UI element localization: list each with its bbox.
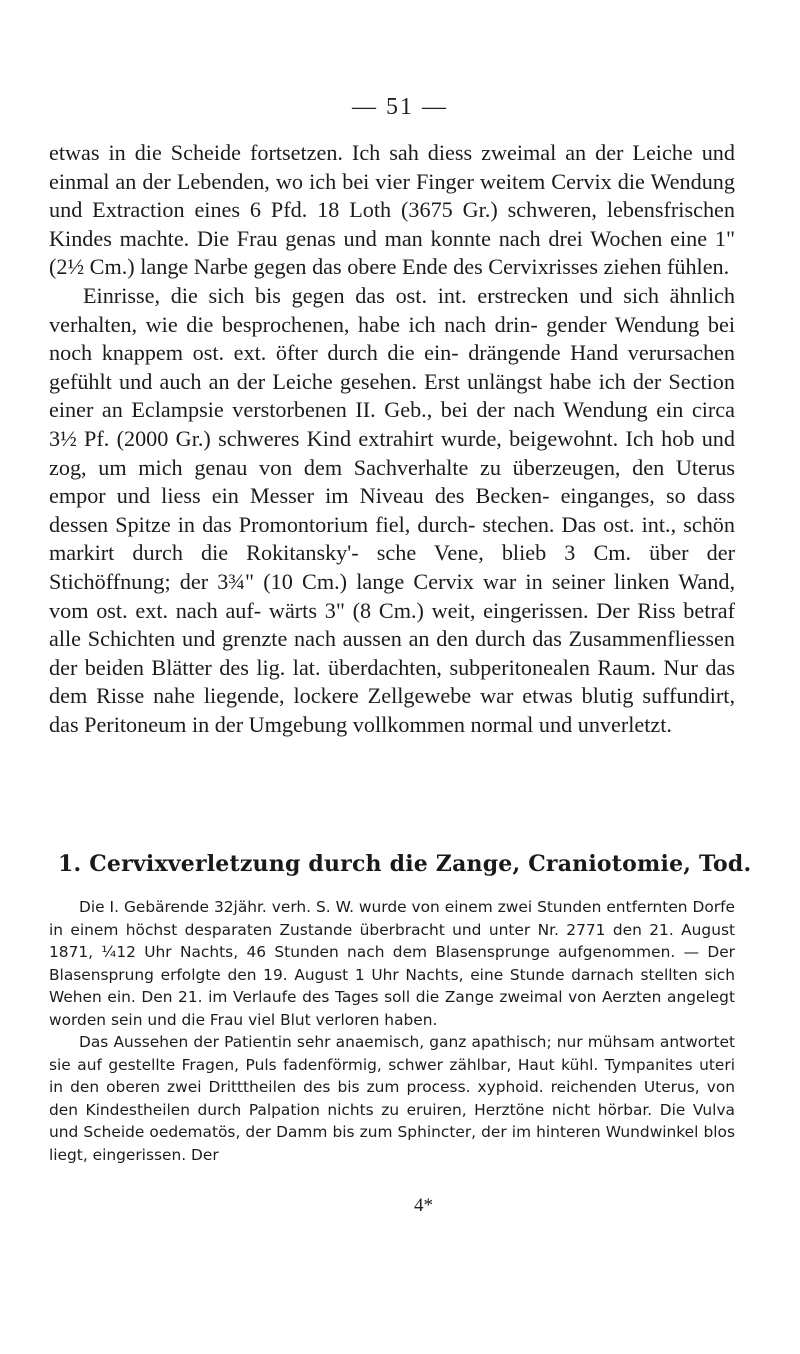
main-text	[49, 139, 735, 739]
paragraph: etwas in die Scheide fortsetzen. Ich sah diess zweimal an der Leiche und einmal an der Lebenden, wo ich bei vier Finger weitem Cervix die Wendung und Extraction eines 6 Pfd. 18 Loth (3675 Gr.) schweren, lebensfrischen Kindes machte. Die Frau genas und man konnte nach drei Wochen eine 1" (2½ Cm.) lange Narbe gegen das obere Ende des Cervixrisses ziehen fühlen.	[49, 140, 735, 280]
section-heading: 1. Cervixverletzung durch die Zange, Craniotomie, Tod.	[58, 851, 752, 877]
case-report	[49, 896, 735, 1166]
sheet-signature: 4*	[414, 1195, 433, 1216]
paragraph: Die I. Gebärende 32jähr. verh. S. W. wurde von einem zwei Stunden entfernten Dorfe in einem höchst desparaten Zustande überbracht und unter Nr. 2771 den 21. August 1871, ¼12 Uhr Nachts, 46 Stunden nach dem Blasensprunge aufgenommen. — Der Blasensprung erfolgte den 19. August 1 Uhr Nachts, eine Stunde darnach stellten sich Wehen ein. Den 21. im Verlaufe des Tages soll die Zange zweimal von Aerzten angelegt worden sein und die Frau viel Blut verloren haben.	[49, 898, 735, 1029]
paragraph: Einrisse, die sich bis gegen das ost. int. erstrecken und sich ähnlich verhalten, wie die besprochenen, habe ich nach drin- gender Wendung bei noch knappem ost. ext. öfter durch die ein- drängende Hand verursachen gefühlt und auch an der Leiche gesehen. Erst unlängst habe ich der Section einer an Eclampsie verstorbenen II. Geb., bei der nach Wendung ein circa 3½ Pf. (2000 Gr.) schweres Kind extrahirt wurde, beigewohnt. Ich hob und zog, um mich genau von dem Sachverhalte zu überzeugen, den Uterus empor und liess ein Messer im Niveau des Becken- einganges, so dass dessen Spitze in das Promontorium fiel, durch- stechen. Das ost. int., schön markirt durch die Rokitansky'- sche Vene, blieb 3 Cm. über der Stichöffnung; der 3¾" (10 Cm.) lange Cervix war in seiner linken Wand, vom ost. ext. nach auf- wärts 3" (8 Cm.) weit, eingerissen. Der Riss betraf alle Schichten und grenzte nach aussen an den durch das Zusammenfliessen der beiden Blätter des lig. lat. überdachten, subperitonealen Raum. Nur das dem Risse nahe liegende, lockere Zellgewebe war etwas blutig suffundirt, das Peritoneum in der Umgebung vollkommen normal und unverletzt.	[49, 282, 735, 737]
page-number: — 51 —	[352, 94, 448, 120]
paragraph: Das Aussehen der Patientin sehr anaemisch, ganz apathisch; nur mühsam antwortet sie auf gestellte Fragen, Puls fadenförmig, schwer zählbar, Haut kühl. Tympanites uteri in den oberen zwei Dritttheilen des bis zum process. xyphoid. reichenden Uterus, von den Kindestheilen durch Palpation nichts zu eruiren, Herztöne nicht hörbar. Die Vulva und Scheide oedematös, der Damm bis zum Sphincter, der im hinteren Wundwinkel blos liegt, eingerissen. Der	[49, 1033, 735, 1164]
